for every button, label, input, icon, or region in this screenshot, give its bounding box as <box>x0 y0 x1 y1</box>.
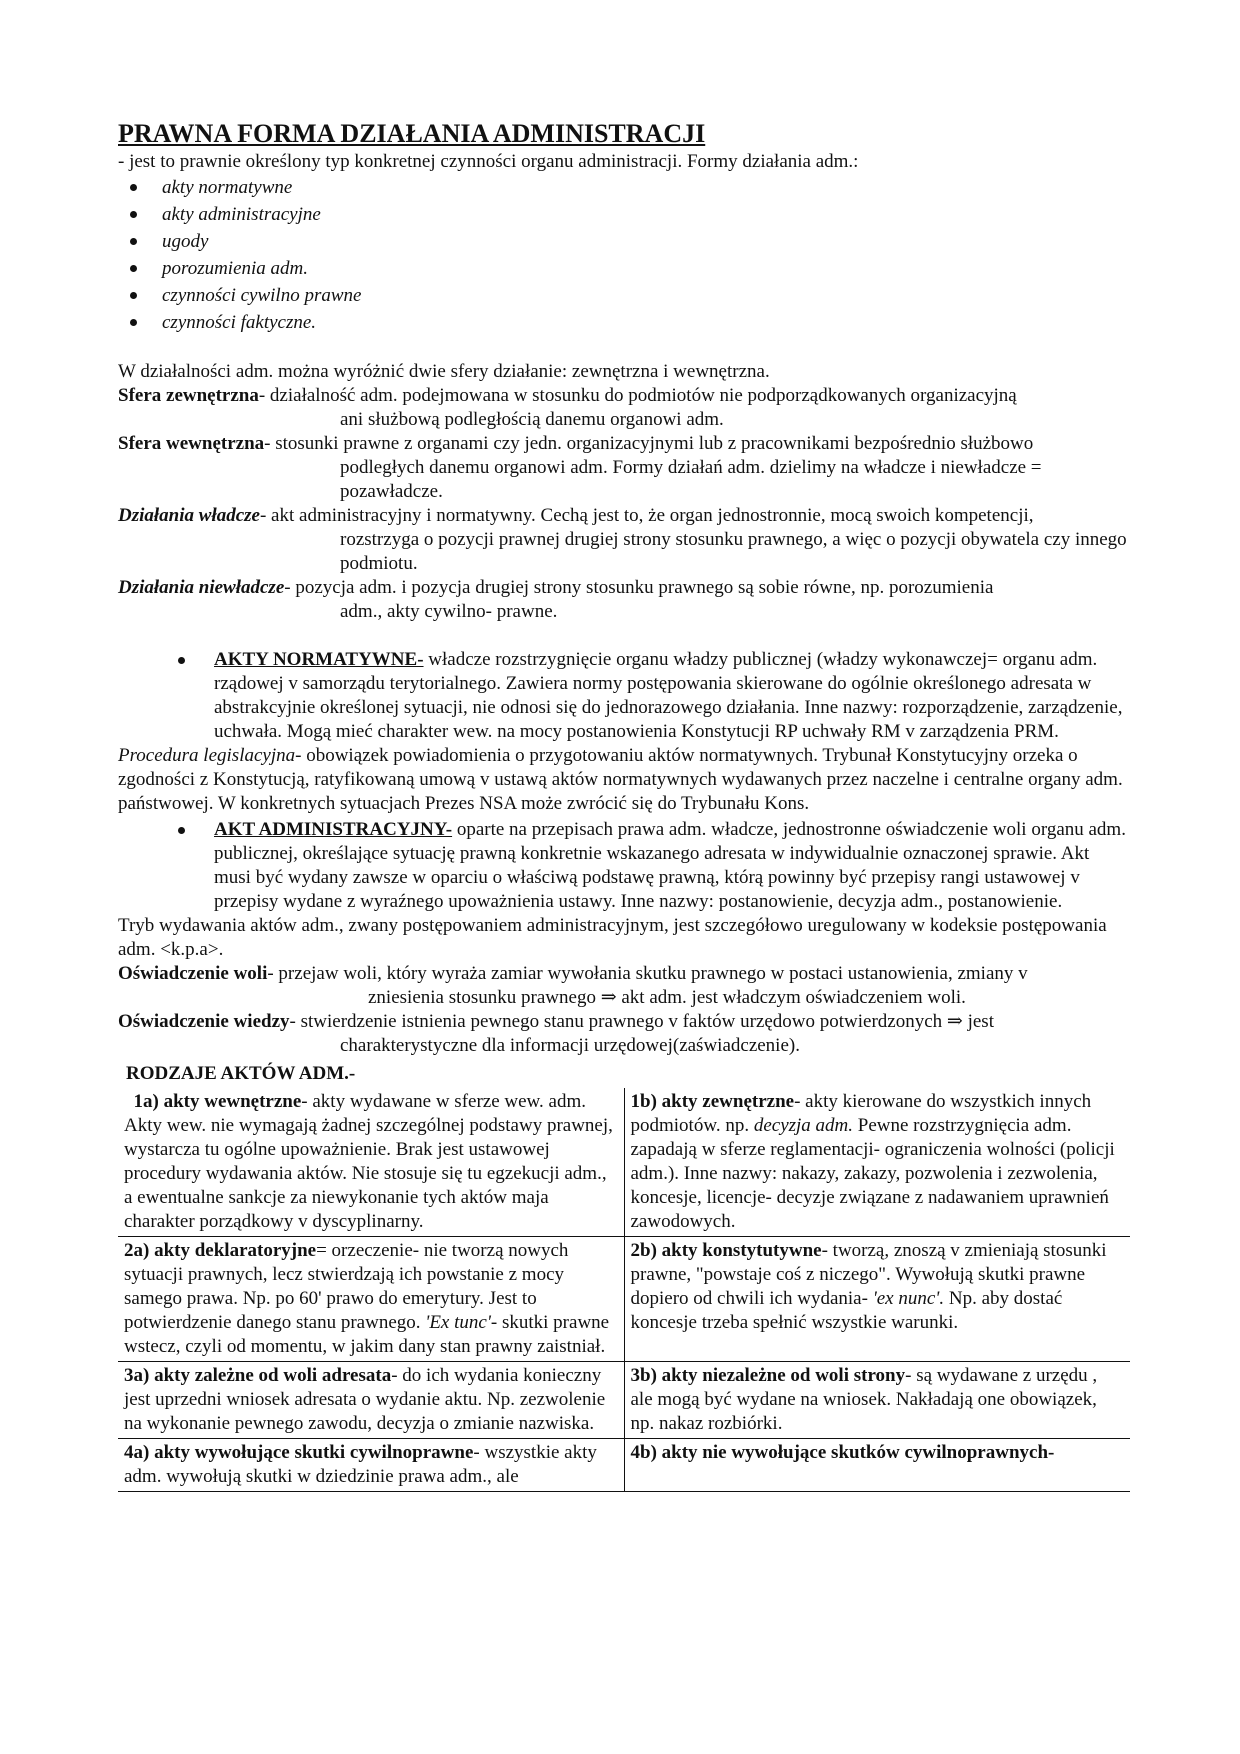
list-item: akty administracyjne <box>118 201 1130 228</box>
table-cell <box>624 1088 1130 1237</box>
kpa-paragraph: Tryb wydawania aktów adm., zwany postępowaniem administracyjnym, jest szczegółowo uregulowany w kodeksie postępowania adm. <k.p.a>. <box>118 915 1107 960</box>
definition-sfera-wewnetrzna <box>118 432 1130 504</box>
cell-italic: 'Ex tunc' <box>425 1312 491 1333</box>
procedure-paragraph <box>118 744 1130 816</box>
definition-term: Oświadczenie wiedzy <box>118 1011 290 1032</box>
cell-italic: decyzja adm. <box>753 1115 854 1136</box>
section-akty-normatywne <box>118 648 1130 744</box>
table-cell <box>624 1237 1130 1362</box>
cell-text: Np. aby dostać koncesje trzeba spełnić wszystkie warunki. <box>630 1288 1063 1333</box>
definition-term: Działania niewładcze <box>118 577 285 598</box>
table-cell <box>118 1237 624 1362</box>
definition-continuation: ani służbową podległością danemu organowi adm. <box>340 409 724 430</box>
kinds-table <box>118 1088 1130 1492</box>
bullet-icon <box>178 657 185 664</box>
table-row <box>118 1237 1130 1362</box>
table-cell <box>118 1439 624 1492</box>
cell-text: - tworzą, znoszą v zmieniają stosunki prawne, "powstaje coś z niczego". Wywołują skutki prawne dopiero od chwili ich wydania- <box>630 1240 1107 1309</box>
definition-continuation: podległych danemu organowi adm. Formy działań adm. dzielimy na władcze i niewładcze = pozawładcze. <box>340 457 1042 502</box>
cell-label: 4a) akty wywołujące skutki cywilnoprawne <box>124 1442 474 1463</box>
bullet-icon <box>178 827 185 834</box>
table-cell <box>624 1439 1130 1492</box>
definition-text: - stosunki prawne z organami czy jedn. organizacyjnymi lub z pracownikami bezpośrednio służbowo <box>264 433 1034 454</box>
list-item: porozumienia adm. <box>118 255 1130 282</box>
section-text: oparte na przepisach prawa adm. władcze, jednostronne oświadczenie woli organu adm. publicznej, określające sytuację prawną konkretnie wskazanego adresata w indywidualnie oznaczonej sprawie. Akt musi być wydany zawsze w oparciu o właściwą podstawę prawną, którą powinny być przepisy rangi ustawowej v przepisy wydane z wyraźnego upoważnienia ustawy. Inne nazwy: postanowienie, decyzja adm., postanowienie. <box>214 819 1126 912</box>
cell-label: 1b) akty zewnętrzne <box>630 1091 795 1112</box>
definition-oswiadczenie-wiedzy <box>118 1010 1130 1058</box>
procedure-term: Procedura legislacyjna <box>118 745 296 766</box>
list-item: czynności cywilno prawne <box>118 282 1130 309</box>
definition-text: - stwierdzenie istnienia pewnego stanu prawnego v faktów urzędowo potwierdzonych ⇒ jest <box>289 1011 994 1032</box>
table-row <box>118 1362 1130 1439</box>
cell-italic: 'ex nunc'. <box>872 1288 945 1309</box>
cell-label: 2b) akty konstytutywne <box>630 1240 822 1261</box>
definition-term: Sfera zewnętrzna <box>118 385 259 406</box>
cell-text: = orzeczenie- nie tworzą nowych sytuacji prawnych, lecz stwierdzają ich powstanie z mocy samego prawa. Np. po 60' prawo do emerytury. Jest to potwierdzenie danego stanu prawnego. <box>124 1240 569 1333</box>
definition-continuation: zniesienia stosunku prawnego ⇒ akt adm. jest władczym oświadczeniem woli. <box>368 987 966 1008</box>
definition-text: - akt administracyjny i normatywny. Cechą jest to, że organ jednostronnie, mocą swoich kompetencji, <box>259 505 1034 526</box>
section-heading: AKT ADMINISTRACYJNY- <box>214 819 453 840</box>
table-row <box>118 1088 1130 1237</box>
list-item: akty normatywne <box>118 174 1130 201</box>
page-title: PRAWNA FORMA DZIAŁANIA ADMINISTRACJI <box>118 119 706 148</box>
cell-text: Pewne rozstrzygnięcia adm. zapadają w sferze reglamentacji- ograniczenia wolności (policji adm.). Inne nazwy: nakazy, zakazy, pozwolenia i zezwolenia, koncesje, licencje- decyzje związane z nadawaniem uprawnień zawodowych. <box>630 1115 1115 1232</box>
definition-term: Sfera wewnętrzna <box>118 433 265 454</box>
section-text: władcze rozstrzygnięcie organu władzy publicznej (władzy wykonawczej= organu adm. rządowej v samorządu terytorialnego. Zawiera normy postępowania skierowane do ogólnie określonego adresata w abstrakcyjnie określonej sytuacji, nie odnosi się do jednorazowego działania. Inne nazwy: rozporządzenie, zarządzenie, uchwała. Mogą mieć charakter wew. na mocy postanowienia Konstytucji RP uchwały RM v zarządzenia PRM. <box>214 649 1123 742</box>
table-cell <box>624 1362 1130 1439</box>
definition-dzialania-wladcze <box>118 504 1130 576</box>
cell-text: - akty kierowane do wszystkich innych podmiotów. np. <box>630 1091 1092 1136</box>
cell-text: - do ich wydania konieczny jest uprzedni wniosek adresata o wydanie aktu. Np. zezwolenie na wykonanie pewnego zawodu, decyzja o zmianie nazwiska. <box>124 1365 606 1434</box>
table-cell <box>118 1088 624 1237</box>
procedure-text: - obowiązek powiadomienia o przygotowaniu aktów normatywnych. Trybunał Konstytucyjny orzeka o zgodności z Konstytucją, ratyfikowaną umową v ustawą aktów normatywnych wydawanych przez naczelne i centralne organy adm. państwowej. W konkretnych sytuacjach Prezes NSA może zwrócić się do Trybunału Kons. <box>118 745 1123 814</box>
definition-term: Oświadczenie woli <box>118 963 268 984</box>
section-heading: AKTY NORMATYWNE- <box>214 649 424 670</box>
cell-text: - są wydawane z urzędu , ale mogą być wydane na wniosek. Nakładają one obowiązek, np. nakaz rozbiórki. <box>630 1365 1098 1434</box>
definition-continuation: charakterystyczne dla informacji urzędowej(zaświadczenie). <box>340 1035 800 1056</box>
definition-text: - działalność adm. podejmowana w stosunku do podmiotów nie podporządkowanych organizacyjną <box>258 385 1017 406</box>
definition-oswiadczenie-woli <box>118 962 1130 1010</box>
cell-label: 1a) akty wewnętrzne <box>133 1091 302 1112</box>
list-item: ugody <box>118 228 1130 255</box>
definition-sfera-zewnetrzna <box>118 384 1130 432</box>
definition-text: - pozycja adm. i pozycja drugiej strony stosunku prawnego są sobie równe, np. porozumienia <box>284 577 994 598</box>
intro-text: - jest to prawnie określony typ konkretnej czynności organu administracji. Formy działania adm.: <box>118 151 859 172</box>
forms-list <box>118 174 1130 336</box>
cell-text: - skutki prawne wstecz, czyli od momentu, w jakim dany stan prawny zaistniał. <box>124 1312 610 1357</box>
definition-text: - przejaw woli, który wyraża zamiar wywołania skutku prawnego w postaci ustanowienia, zmiany v <box>267 963 1028 984</box>
kinds-title: RODZAJE AKTÓW ADM.- <box>126 1063 356 1084</box>
cell-text: - akty wydawane w sferze wew. adm. Akty wew. nie wymagają żadnej szczególnej podstawy prawnej, wystarcza tu ogólne upoważnienie. Brak jest ustawowej procedury wydawania aktów. Nie stosuje się tu egzekucji adm., a ewentualne sankcje za niewykonanie tych aktów maja charakter porządkowy v dyscyplinarny. <box>124 1091 613 1232</box>
cell-label: 3a) akty zależne od woli adresata <box>124 1365 392 1386</box>
spheres-intro: W działalności adm. można wyróżnić dwie sfery działanie: zewnętrzna i wewnętrzna. <box>118 361 770 382</box>
section-akt-administracyjny <box>118 818 1130 914</box>
cell-label: 3b) akty niezależne od woli strony <box>630 1365 906 1386</box>
cell-label: 2a) akty deklaratoryjne <box>124 1240 317 1261</box>
cell-text: - wszystkie akty adm. wywołują skutki w dziedzinie prawa adm., ale <box>124 1442 597 1487</box>
definition-continuation: rozstrzyga o pozycji prawnej drugiej strony stosunku prawnego, a więc o pozycji obywatela czy innego podmiotu. <box>340 529 1127 574</box>
list-item: czynności faktyczne. <box>118 309 1130 336</box>
definition-dzialania-niewladcze <box>118 576 1130 624</box>
table-row <box>118 1439 1130 1492</box>
definition-term: Działania władcze <box>118 505 260 526</box>
table-cell <box>118 1362 624 1439</box>
cell-label: 4b) akty nie wywołujące skutków cywilnoprawnych- <box>630 1442 1055 1463</box>
definition-continuation: adm., akty cywilno- prawne. <box>340 601 558 622</box>
